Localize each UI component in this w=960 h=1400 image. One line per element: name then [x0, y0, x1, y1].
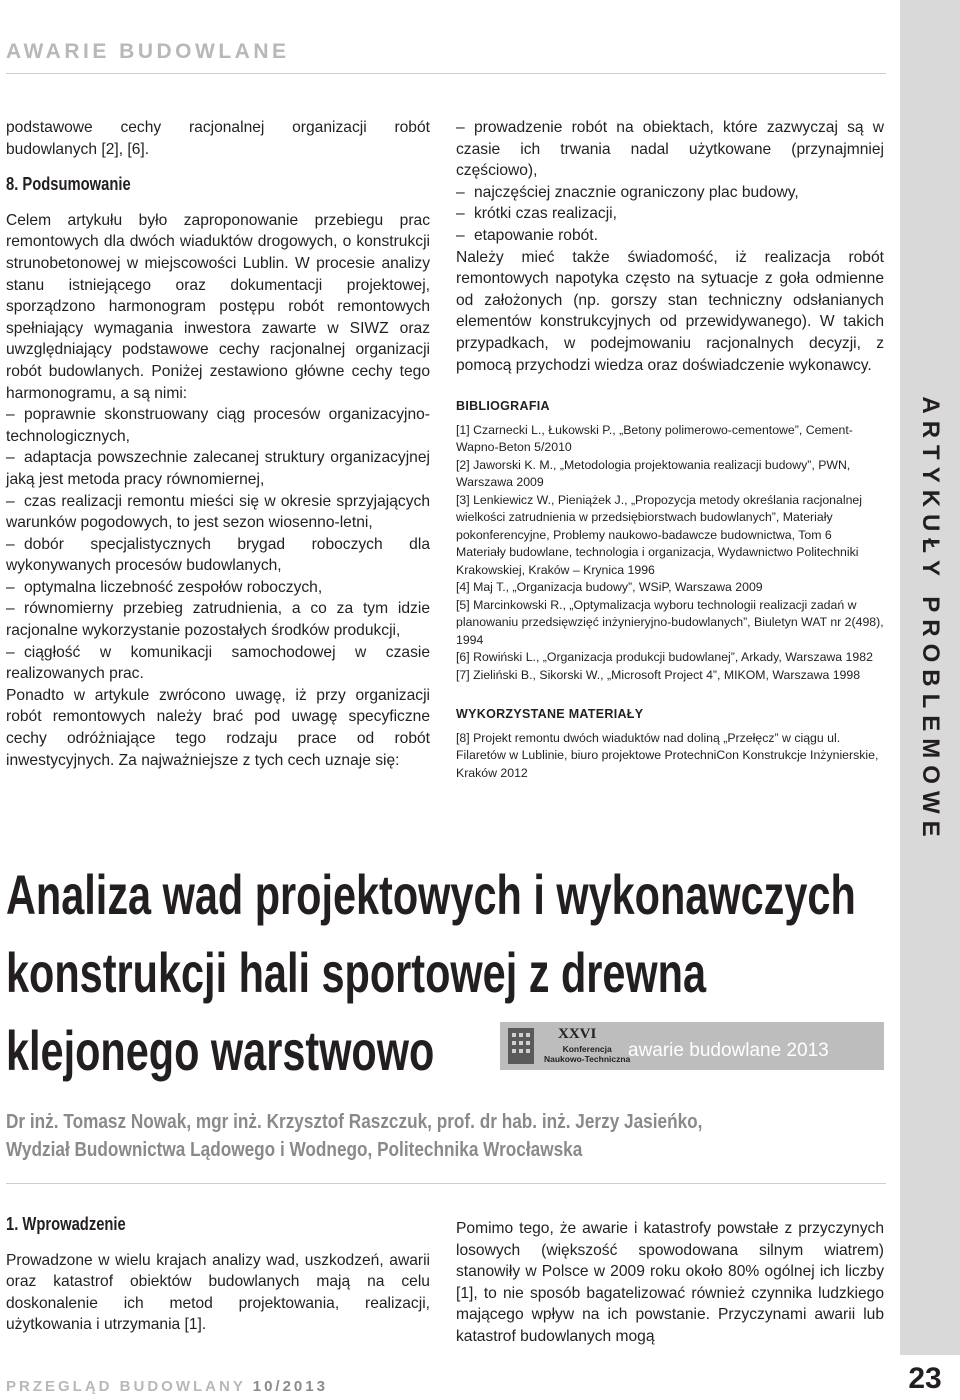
- left-column: [6, 117, 430, 771]
- building-icon: [508, 1028, 534, 1064]
- continued-text: podstawowe cechy racjonalnej organizacji robót budowlanych [2], [6].: [6, 119, 430, 158]
- intro-right-column: [456, 1218, 884, 1348]
- bibliography-list: [456, 422, 884, 685]
- title-line: klejonego warstwowo: [6, 1019, 435, 1082]
- conference-edition: XXVI: [558, 1026, 597, 1042]
- bibliography-entry: [2] Jaworski K. M., „Metodologia projektowania realizacji budowy”, PWN, Warszawa 2009: [456, 457, 851, 490]
- section-heading-introduction: 1. Wprowadzenie: [6, 1214, 126, 1234]
- list-item: – najczęściej znacznie ograniczony plac budowy,: [456, 183, 799, 201]
- list-item: – optymalna liczebność zespołów roboczych,: [6, 578, 323, 596]
- list-item: – czas realizacji remontu mieści się w okresie sprzyjających warunków pogodowych, to jest sezon wiosenno-letni,: [6, 492, 430, 532]
- footer: [6, 1378, 328, 1395]
- bibliography-entry: [5] Marcinkowski R., „Optymalizacja wyboru technologii realizacji zadań w planowaniu przedsięwzięć inżynieryjno-budowlanych”, Biuletyn WAT nr 2(498), 1994: [456, 597, 884, 647]
- right-column: [456, 117, 884, 782]
- authors-affiliation: Wydział Budownictwa Lądowego i Wodnego, Politechnika Wrocławska: [6, 1139, 583, 1161]
- bibliography-heading: BIBLIOGRAFIA: [456, 399, 550, 414]
- conference-label: Konferencja Naukowo-Techniczna: [544, 1044, 631, 1064]
- summary-list: [6, 404, 430, 685]
- bibliography-entry: [4] Maj T., „Organizacja budowy”, WSiP, Warszawa 2009: [456, 580, 763, 595]
- authors-names: Dr inż. Tomasz Nowak, mgr inż. Krzysztof Raszczuk, prof. dr hab. inż. Jerzy Jasieńko,: [6, 1111, 703, 1133]
- section-heading-summary: 8. Podsumowanie: [6, 174, 131, 195]
- side-label: ARTYKUŁY PROBLEMOWE: [917, 396, 944, 844]
- issue-number: 10/2013: [252, 1378, 328, 1395]
- list-item: – krótki czas realizacji,: [456, 205, 617, 223]
- materials-heading: WYKORZYSTANE MATERIAŁY: [456, 707, 644, 722]
- bibliography-entry: [6] Rowiński L., „Organizacja produkcji budowlanej”, Arkady, Warszawa 1982: [456, 650, 873, 665]
- title-line: Analiza wad projektowych i wykonawczych: [6, 863, 856, 926]
- list-item: – prowadzenie robót na obiektach, które zazwyczaj są w czasie ich trwania nadal użytkowane (przynajmniej częściowo),: [456, 119, 884, 180]
- intro-left-column: [6, 1206, 430, 1336]
- list-item: – równomierny przebieg zatrudnienia, a co za tym idzie racjonalne wykorzystanie pozostałych środków produkcji,: [6, 600, 430, 640]
- authors: [6, 1108, 763, 1164]
- bibliography-entry: [3] Lenkiewicz W., Pieniążek J., „Propozycja metody określania racjonalnej wielkości zatrudnienia w przedsiębiorstwach budowlanych”, Materiały pokonferencyjne, Problemy naukowo-badawcze budownictwa, Tom 6 Materiały budowlane, technologia i organizacja, Wydawnictwo Politechniki Krakowskiej, Kraków – Krynica 1996: [456, 492, 862, 577]
- materials-list: [456, 730, 884, 783]
- header-divider: [6, 73, 886, 74]
- list-item: – ciągłość w komunikacji samochodowej w czasie realizowanych prac.: [6, 643, 430, 683]
- intro-continuation: Pomimo tego, że awarie i katastrofy powstałe z przyczynych losowych (większość spowodowana silnym wiatrem) stanowiły w Polsce w 2009 roku około 80% ogólnej ich liczby [1], to nie sposób bagatelizować również czynnika ludzkiego mającego wpływ na ich powstanie. Przyczynami awarii lub katastrof budowlanych mogą: [456, 1220, 884, 1345]
- authors-divider: [6, 1183, 886, 1184]
- list-item: – dobór specjalistycznych brygad roboczych dla wykonywanych procesów budowlanych,: [6, 535, 430, 575]
- title-line: konstrukcji hali sportowej z drewna: [6, 941, 707, 1004]
- list-item: – adaptacja powszechnie zalecanej struktury organizacyjnej jaką jest metoda pracy równomiernej,: [6, 449, 430, 488]
- intro-paragraph: Prowadzone w wielu krajach analizy wad, uszkodzeń, awarii oraz katastrof obiektów budowlanych mają na celu doskonalenie ich metod projektowania, realizacji, użytkowania i utrzymania [1].: [6, 1251, 430, 1334]
- list-item: – poprawnie skonstruowany ciąg procesów organizacyjno-technologicznych,: [6, 406, 430, 445]
- list-item: – etapowanie robót.: [456, 226, 598, 244]
- closing-paragraph: Ponadto w artykule zwrócono uwagę, iż przy organizacji robót remontowych należy brać pod uwagę specyficzne cechy odróżniające tego rodzaju prace od robót inwestycyjnych. Za najważniejsze z tych cech uznaje się:: [6, 686, 430, 769]
- conference-name: awarie budowlane 2013: [628, 1040, 829, 1061]
- features-list: [456, 117, 884, 247]
- page-number: 23: [908, 1362, 942, 1395]
- section-header: AWARIE BUDOWLANE: [6, 40, 290, 63]
- bibliography-entry: [7] Zieliński B., Sikorski W., „Microsoft Project 4”, MIKOM, Warszawa 1998: [456, 667, 861, 682]
- summary-paragraph: Celem artykułu było zaproponowanie przebiegu prac remontowych dla dwóch wiaduktów drogowych, o konstrukcji strunobetonowej w miejscowości Lublin. W procesie analizy stanu istniejącego oraz dokumentacji projektowej, sporządzono harmonogram postępu robót remontowych spełniający wymagania inwestora zawarte w SIWZ oraz uwzględniający podstawowe cechy racjonalnej organizacji robót budowlanych. Poniżej zestawiono główne cechy tego harmonogramu, a są nimi:: [6, 211, 430, 402]
- awareness-paragraph: Należy mieć także świadomość, iż realizacja robót remontowych napotyka często na sytuacje z goła odmienne od założonych (np. gorszy stan techniczny odsłanianych elementów konstrukcyjnych od przewidywanego). W takich przypadkach, w podejmowaniu racjonalnych decyzji, z pomocą przychodzi wiedza oraz doświadczenie wykonawcy.: [456, 248, 884, 374]
- conference-banner: [500, 1022, 884, 1070]
- journal-name: PRZEGLĄD BUDOWLANY: [6, 1378, 246, 1395]
- materials-entry: [8] Projekt remontu dwóch wiaduktów nad doliną „Przełęcz” w ciągu ul. Filaretów w Lublinie, biuro projektowe ProtechniCon Konstrukcje Inżynierskie, Kraków 2012: [456, 730, 879, 780]
- bibliography-entry: [1] Czarnecki L., Łukowski P., „Betony polimerowo-cementowe”, Cement-Wapno-Beton 5/2010: [456, 422, 853, 455]
